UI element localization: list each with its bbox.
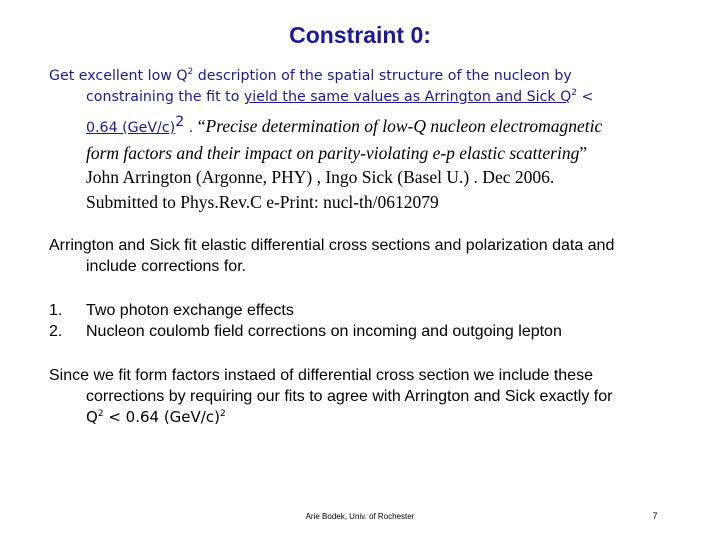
paper-title-part1: Precise determination of low-Q nucleon electromagnetic [205,116,603,136]
reference-block [86,114,696,214]
paragraph-arrington-sick [49,235,614,277]
para3-line2: corrections by requiring our fits to agree with Arrington and Sick exactly for [86,388,613,405]
paragraph-form-factors [49,365,612,428]
corrections-list [49,300,562,342]
footer-author: Arie Bodek, Univ. of Rochester [305,512,415,521]
list-text: Two photon exchange effects [86,302,294,319]
reference-line1 [86,114,696,141]
superscript: 2 [187,67,194,77]
separator: . [184,120,198,136]
para1-line2 [49,87,689,108]
slide-title: Constraint 0: [289,22,431,48]
para2-line1: Arrington and Sick fit elastic differential cross sections and polarization data and [49,237,615,254]
q2-limit: < 0.64 (GeV/c) [103,408,220,426]
paragraph-constraint-description [49,66,689,108]
para2-line2: include corrections for. [86,258,247,275]
list-number: 1. [49,302,63,319]
list-text: Nucleon coulomb field corrections on incoming and outgoing lepton [86,323,562,340]
reference-authors: John Arrington (Argonne, PHY) , Ingo Sick (Basel U.) . Dec 2006. [86,167,555,187]
list-item [49,321,562,342]
para1-line2-underlined: yield the same values as Arrington and Sick Q [243,89,572,105]
para1-line1-text: Get excellent low Q [49,68,188,84]
reference-line2 [86,141,696,166]
q2-limit-underlined: 0.64 (GeV/c) [86,120,176,136]
superscript: 2 [571,88,577,98]
para1-line1-rest: description of the spatial structure of the nucleon by [193,68,572,84]
list-number: 2. [49,323,63,340]
para1-line1 [49,66,689,87]
para3-line1: Since we fit form factors instaed of differential cross section we include these [49,367,593,384]
reference-submitted: Submitted to Phys.Rev.C e-Print: nucl-th/0612079 [86,191,439,212]
quote-close: ” [579,142,588,163]
superscript: 2 [219,409,226,419]
superscript: 2 [97,409,104,419]
superscript: 2 [175,114,185,130]
para3-line3 [49,407,612,428]
para1-line2-end: < [577,89,594,105]
q-symbol: Q [86,408,98,426]
paper-title-part2: form factors and their impact on parity-violating e-p elastic scattering [86,142,580,163]
list-item [49,300,562,321]
quote-open: “ [197,116,206,136]
para1-line2-pre: constraining the fit to [86,89,244,105]
page-number: 7 [652,511,658,521]
